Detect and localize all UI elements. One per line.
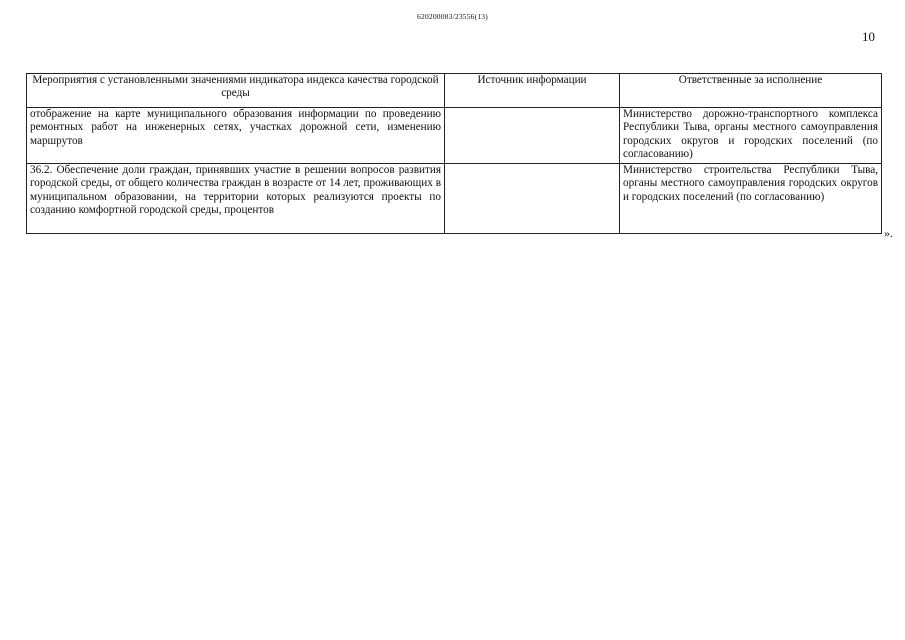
document-code: 620200083/23556(13) [417, 12, 488, 21]
table-header-row [27, 74, 882, 108]
table-row [27, 108, 882, 164]
column-header-measures: Мероприятия с установленными значениями индикатора индекса качества городской среды [27, 74, 445, 108]
responsible-cell: Министерство дорожно-транспортного комплекса Республики Тыва, органы местного самоуправления городских округов и городских поселений (по согласованию) [620, 108, 882, 164]
column-header-source: Источник информации [445, 74, 620, 108]
source-cell [445, 108, 620, 164]
measure-cell: отображение на карте муниципального образования информации по проведению ремонтных работ на инженерных сетях, участках дорожной сети, изменению маршрутов [27, 108, 445, 164]
measure-cell: 36.2. Обеспечение доли граждан, принявших участие в решении вопросов развития городской среды, от общего количества граждан в возрасте от 14 лет, проживающих в муниципальном образовании, на территории которых реализуются проекты по созданию комфортной городской среды, процентов [27, 164, 445, 234]
responsible-cell: Министерство строительства Республики Тыва, органы местного самоуправления городских округов и городских поселений (по согласованию) [620, 164, 882, 234]
page-number: 10 [862, 29, 875, 44]
closing-quote-mark: ». [884, 226, 893, 240]
source-cell [445, 164, 620, 234]
measures-table [26, 73, 882, 234]
table-row [27, 164, 882, 234]
column-header-responsible: Ответственные за исполнение [620, 74, 882, 108]
